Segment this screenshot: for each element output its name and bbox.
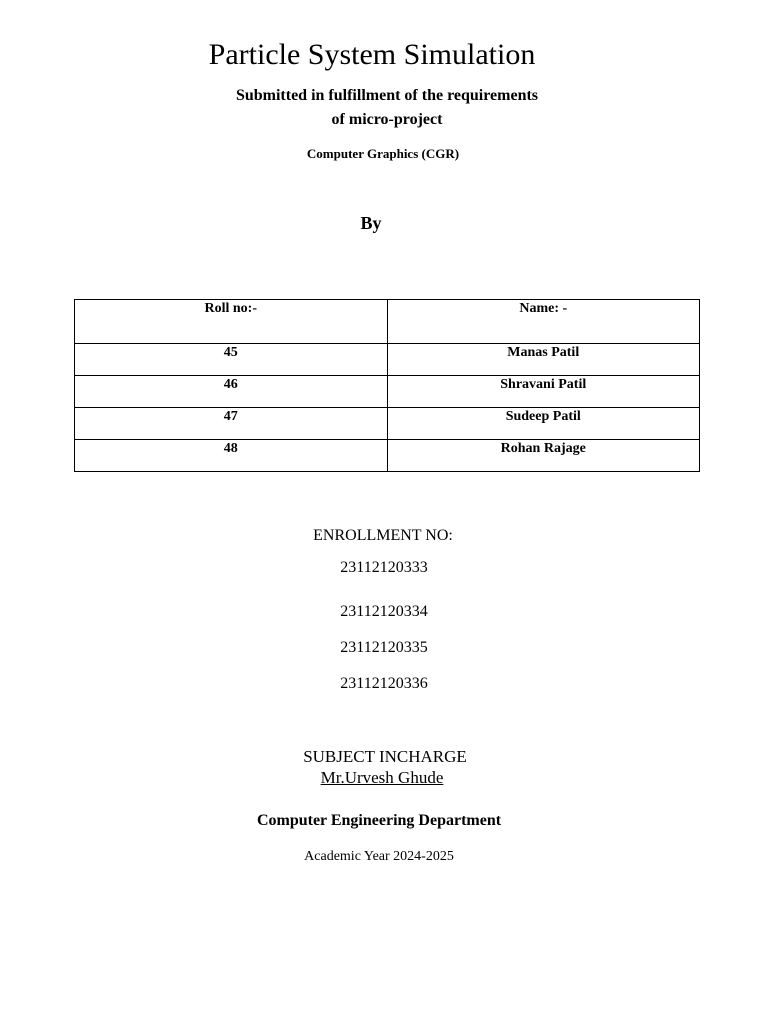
roll-cell: 45 (75, 344, 388, 376)
enrollment-number: 23112120333 (340, 559, 428, 576)
members-table (74, 299, 700, 472)
enrollment-number: 23112120335 (340, 639, 428, 656)
enrollment-label: ENROLLMENT NO: (313, 527, 453, 544)
roll-cell: 47 (75, 408, 388, 440)
table-row (75, 408, 700, 440)
subject-incharge-name: Mr.Urvesh Ghude (320, 768, 444, 787)
subject-name: Computer Graphics (CGR) (306, 146, 460, 161)
name-cell: Rohan Rajage (387, 440, 700, 472)
department-name: Computer Engineering Department (256, 812, 502, 829)
table-row (75, 344, 700, 376)
enrollment-number: 23112120336 (340, 675, 428, 692)
academic-year: Academic Year 2024-2025 (304, 849, 454, 864)
table-row (75, 440, 700, 472)
roll-column-header: Roll no:- (75, 300, 388, 344)
name-cell: Sudeep Patil (387, 408, 700, 440)
name-cell: Manas Patil (387, 344, 700, 376)
submission-line-1: Submitted in fulfillment of the requirements (235, 87, 539, 104)
roll-cell: 48 (75, 440, 388, 472)
table-header-row (75, 300, 700, 344)
table-row (75, 376, 700, 408)
document-title: Particle System Simulation (208, 38, 536, 71)
subject-incharge-label: SUBJECT INCHARGE (303, 747, 467, 766)
roll-cell: 46 (75, 376, 388, 408)
name-cell: Shravani Patil (387, 376, 700, 408)
by-label: By (360, 213, 382, 233)
subject-incharge-name-wrap (0, 768, 766, 788)
name-column-header: Name: - (387, 300, 700, 344)
submission-line-2: of micro-project (331, 111, 443, 128)
enrollment-number: 23112120334 (340, 603, 428, 620)
